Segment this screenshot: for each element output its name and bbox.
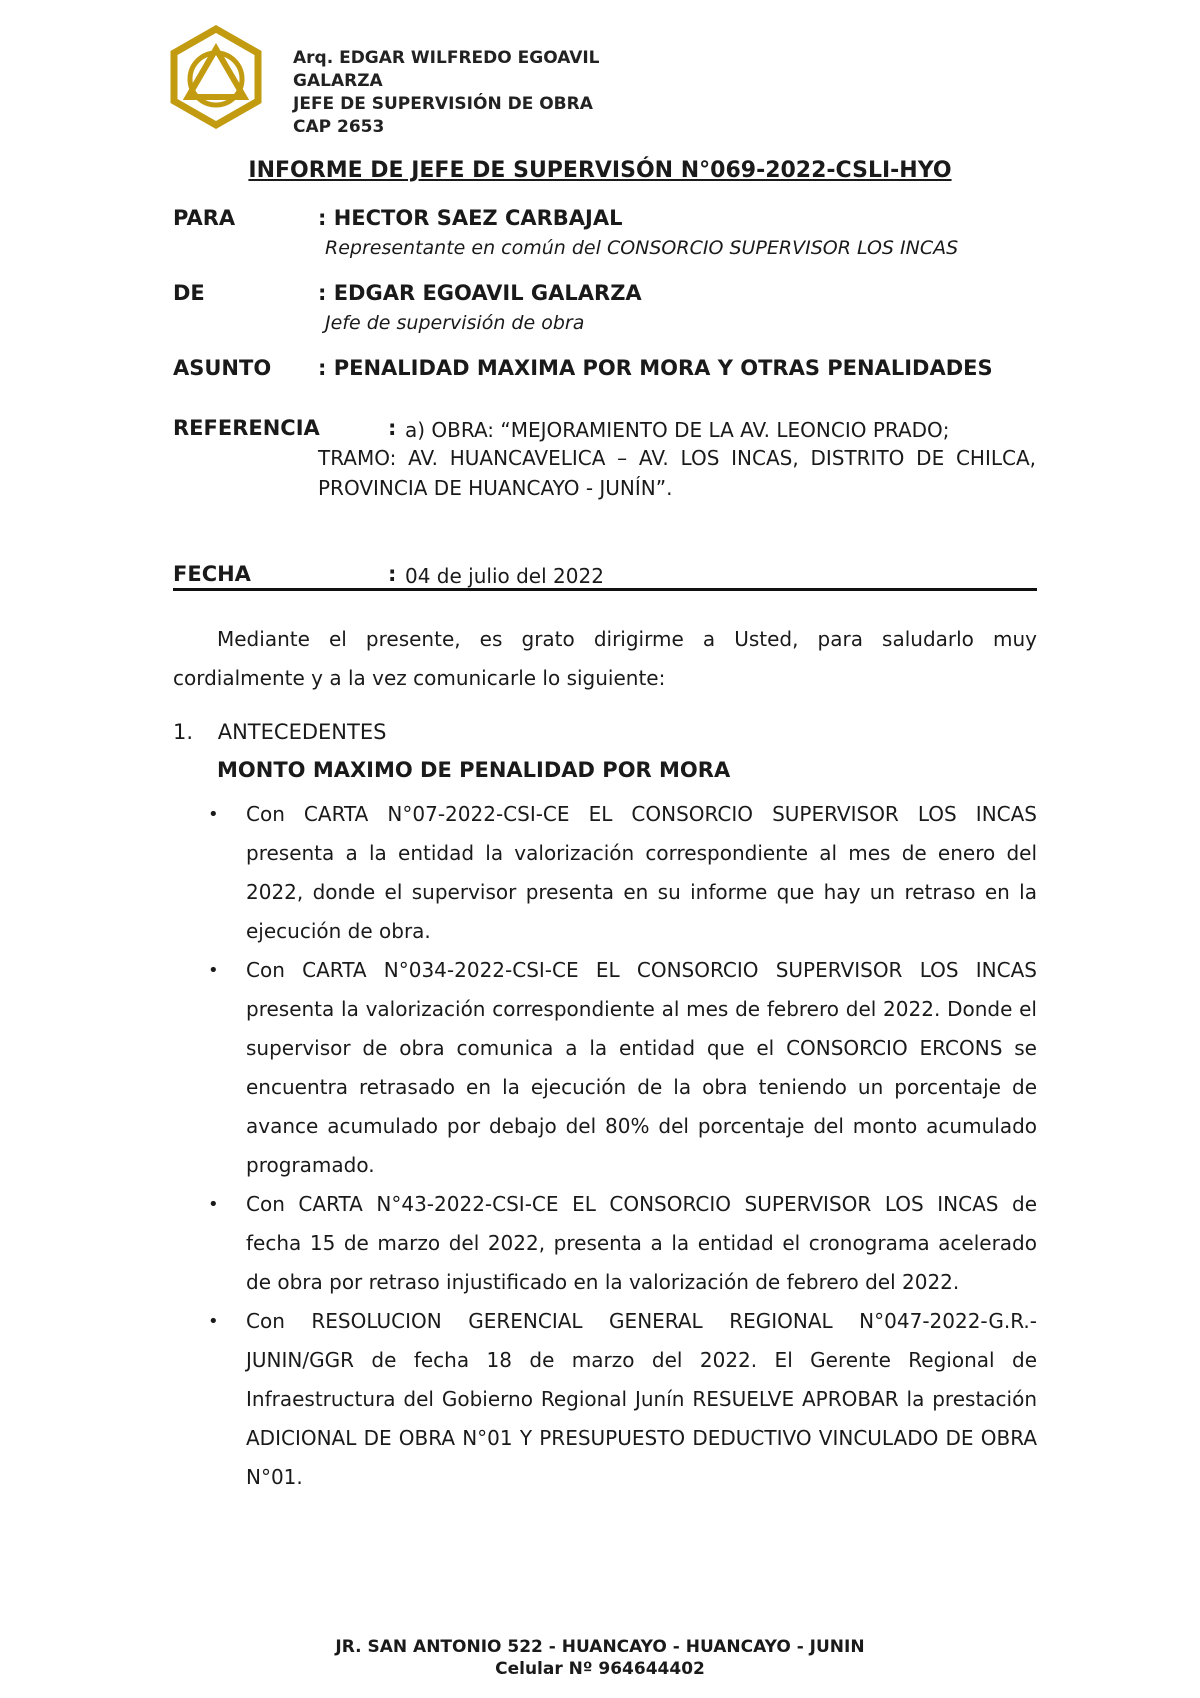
divider [173, 588, 1037, 591]
bullet-icon: • [208, 804, 219, 825]
para-label: PARA [173, 206, 236, 230]
fecha-value: 04 de julio del 2022 [405, 564, 604, 588]
referencia-line1: a) OBRA: “MEJORAMIENTO DE LA AV. LEONCIO PRADO; [405, 418, 950, 442]
company-logo [170, 25, 262, 129]
list-item [208, 795, 1037, 951]
letterhead-line: Arq. EDGAR WILFREDO EGOAVIL [293, 48, 600, 68]
de-subtitle: Jefe de supervisión de obra [325, 312, 585, 334]
letterhead-line: JEFE DE SUPERVISIÓN DE OBRA [293, 94, 593, 114]
de-value: : EDGAR EGOAVIL GALARZA [318, 281, 642, 305]
list-item-text: Con CARTA N°43-2022-CSI-CE EL CONSORCIO SUPERVISOR LOS INCAS de fecha 15 de marzo del 2022, presenta a la entidad el cronograma acelerado de obra por retraso injustificado en la valorización de febrero del 2022. [246, 1192, 1037, 1294]
list-item-text: Con RESOLUCION GERENCIAL GENERAL REGIONAL N°047-2022-G.R.-JUNIN/GGR de fecha 18 de marzo del 2022. El Gerente Regional de Infraestructura del Gobierno Regional Junín RESUELVE APROBAR la prestación ADICIONAL DE OBRA N°01 Y PRESUPUESTO DEDUCTIVO VINCULADO DE OBRA N°01. [246, 1309, 1037, 1489]
bullet-icon: • [208, 1311, 219, 1332]
letterhead [293, 47, 600, 139]
para-value: : HECTOR SAEZ CARBAJAL [318, 206, 623, 230]
letterhead-line: GALARZA [293, 71, 383, 91]
referencia-colon: : [388, 416, 397, 440]
footer-address: JR. SAN ANTONIO 522 - HUANCAYO - HUANCAYO - JUNIN [335, 1637, 865, 1657]
asunto-value: : PENALIDAD MAXIMA POR MORA Y OTRAS PENALIDADES [318, 356, 993, 380]
referencia-text: TRAMO: AV. HUANCAVELICA – AV. LOS INCAS, DISTRITO DE CHILCA, PROVINCIA DE HUANCAYO - JUNÍN”. [318, 446, 1036, 500]
list-item [208, 1185, 1037, 1302]
section-subtitle: MONTO MAXIMO DE PENALIDAD POR MORA [217, 758, 731, 782]
bullet-list [208, 795, 1037, 1497]
bullet-icon: • [208, 960, 219, 981]
list-item [208, 1302, 1037, 1497]
de-label: DE [173, 281, 205, 305]
list-item [208, 951, 1037, 1185]
list-item-text: Con CARTA N°07-2022-CSI-CE EL CONSORCIO SUPERVISOR LOS INCAS presenta a la entidad la valorización correspondiente al mes de enero del 2022, donde el supervisor presenta en su informe que hay un retraso en la ejecución de obra. [246, 802, 1037, 943]
bullet-icon: • [208, 1194, 219, 1215]
footer [0, 1636, 1200, 1680]
section-number: 1. [173, 720, 194, 744]
fecha-colon: : [388, 562, 397, 586]
section-heading [173, 720, 386, 744]
referencia-label: REFERENCIA [173, 416, 320, 440]
fecha-label: FECHA [173, 562, 251, 586]
section-title: ANTECEDENTES [217, 720, 387, 744]
list-item-text: Con CARTA N°034-2022-CSI-CE EL CONSORCIO SUPERVISOR LOS INCAS presenta la valorización correspondiente al mes de febrero del 2022. Donde el supervisor de obra comunica a la entidad que el CONSORCIO ERCONS se encuentra retrasado en la ejecución de la obra teniendo un porcentaje de avance acumulado por debajo del 80% del porcentaje del monto acumulado programado. [246, 958, 1037, 1177]
letterhead-line: CAP 2653 [293, 117, 385, 137]
asunto-label: ASUNTO [173, 356, 272, 380]
para-subtitle: Representante en común del CONSORCIO SUPERVISOR LOS INCAS [325, 237, 959, 259]
intro-paragraph: Mediante el presente, es grato dirigirme a Usted, para saludarlo muy cordialmente y a la vez comunicarle lo siguiente: [173, 627, 1037, 690]
document-title: INFORME DE JEFE DE SUPERVISÓN N°069-2022-CSLI-HYO [248, 158, 952, 183]
footer-phone: Celular Nº 964644402 [495, 1659, 705, 1679]
